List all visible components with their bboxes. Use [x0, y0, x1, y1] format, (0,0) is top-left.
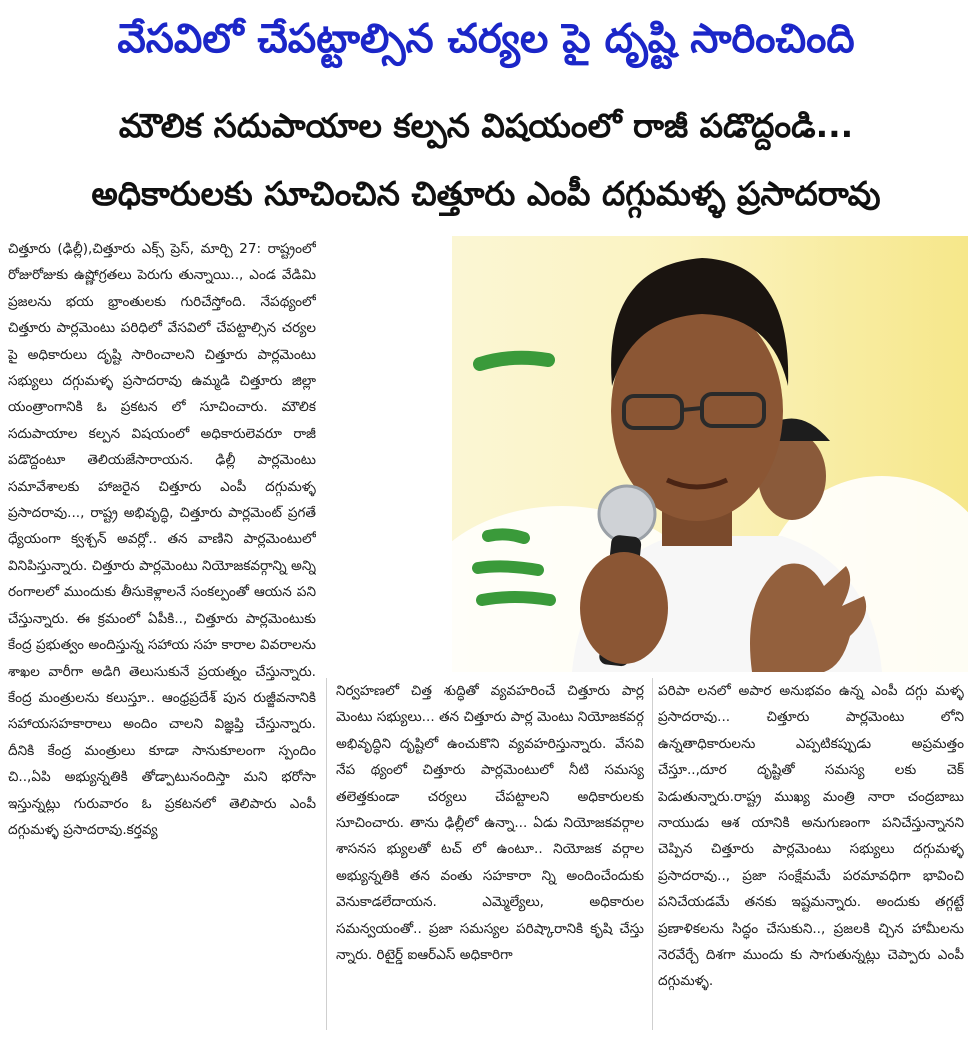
headline: వేసవిలో చేపట్టాల్సిన చర్యల పై దృష్టి సారించింది: [117, 16, 855, 62]
article-column-2: నిర్వహణలో చిత్త శుద్ధితో వ్యవహరించే చిత్తూరు పార్ల మెంటు సభ్యులు... తన చిత్తూరు పార్ల మెంటు నియోజకవర్గ అభివృద్ధిని దృష్టిలో ఉంచుకొని వ్యవహరిస్తున్నారు. వేసవి నేప థ్యంలో చిత్తూరు పార్లమెంటులో నీటి సమస్య తలెత్తకుండా చర్యలు చేపట్టాలని అధికారులకు సూచించారు. తాను ఢిల్లీలో ఉన్నా... ఏడు నియోజకవర్గాల శాసనస భ్యులతో టచ్ లో ఉంటూ.. నియోజక వర్గాల అభ్యున్నతికి తన వంతు సహకారా న్ని అందించేందుకు వెనుకాడలేదాయన. ఎమ్మెల్యేలు, అధికారుల సమన్వయంతో.. ప్రజా సమస్యల పరిష్కారానికి కృషి చేస్తు న్నారు. రిటైర్డ్ ఐఆర్ఎస్ అధికారిగా: [336, 683, 644, 964]
article-column-3: పరిపా లనలో అపార అనుభవం ఉన్న ఎంపీ దగ్గు మళ్ళ ప్రసాదరావు... చిత్తూరు పార్లమెంటు లోని ఉన్నతాధికారులను ఎప్పటికప్పుడు అప్రమత్తం చేస్తూ..,దూర దృష్టితో సమస్య లకు చెక్ పెడుతున్నారు.రాష్ట్ర ముఖ్య మంత్రి నారా చంద్రబాబు నాయుడు ఆశ యానికి అనుగుణంగా పనిచేస్తున్నానని చెప్పిన చిత్తూరు పార్లమెంటు సభ్యులు దగ్గుమళ్ళ ప్రసాదరావు.., ప్రజా సంక్షేమమే పరమావధిగా భావించి పనిచేయడమే తనకు ఇష్టమన్నారు. అందుకు తగ్గట్టే ప్రణాళికలను సిద్ధం చేసుకుని.., ప్రజలకి చ్చిన హామీలను నెరవేర్చే దిశగా ముందు కు సాగుతున్నట్లు చెప్పారు ఎంపీ దగ్గుమళ్ళ.: [658, 683, 964, 990]
column-divider: [652, 678, 653, 1030]
subheadline-1: మౌలిక సదుపాయాల కల్పన విషయంలో రాజీ పడొద్దండి...: [118, 106, 854, 145]
subheadline-2: అధికారులకు సూచించిన చిత్తూరు ఎంపీ దగ్గుమళ్ళ ప్రసాదరావు: [91, 174, 881, 213]
speaker-photo: [452, 236, 968, 672]
column-divider: [326, 678, 327, 1030]
article-column-1: చిత్తూరు (ఢిల్లీ),చిత్తూరు ఎక్స్ ప్రెస్, మార్చి 27: రాష్ట్రంలో రోజురోజుకు ఉష్ణోగ్రతలు పెరుగు తున్నాయి.., ఎండ వేడిమి ప్రజలను భయ భ్రాంతులకు గురిచేస్తోంది. నేపథ్యంలో చిత్తూరు పార్లమెంటు పరిధిలో వేసవిలో చేపట్టాల్సిన చర్యల పై అధికారులు దృష్టి సారించాలని చిత్తూరు పార్లమెంటు సభ్యులు దగ్గుమళ్ళ ప్రసాదరావు ఉమ్మడి చిత్తూరు జిల్లా యంత్రాంగానికి ఓ ప్రకటన లో సూచించారు. మౌలిక సదుపాయాల కల్పన విషయంలో అధికారులెవరూ రాజీ పడొద్దంటూ తెలియజేసారాయన. ఢిల్లీ పార్లమెంటు సమావేశాలకు హాజరైన చిత్తూరు ఎంపీ దగ్గుమళ్ళ ప్రసాదరావు..., రాష్ట్ర అభివృద్ధి, చిత్తూరు పార్లమెంట్ ప్రగతే ధ్యేయంగా క్వశ్చన్ అవర్లో.. తన వాణిని పార్లమెంటులో వినిపిస్తున్నారు. చిత్తూరు పార్లమెంటు నియోజకవర్గాన్ని అన్ని రంగాలలో ముందుకు తీసుకెళ్లాలనే సంకల్పంతో ఆయన పని చేస్తున్నారు. ఈ క్రమంలో ఏపీకి.., చిత్తూరు పార్లమెంటుకు కేంద్ర ప్రభుత్వం అందిస్తున్న సహాయ సహ కారాల వివరాలను శాఖల వారీగా అడిగి తెలుసుకునే ప్రయత్నం చేస్తున్నారు. కేంద్ర మంత్రులను కలుస్తూ.. ఆంధ్రప్రదేశ్ పున రుజ్జీవనానికి సహాయసహకారాలు అందిం చాలని విజ్ఞప్తి చేస్తున్నారు. దీనికి కేంద్ర మంత్రులు కూడా సానుకూలంగా స్పందిం చి..,ఏపి అభ్యున్నతికి తోడ్పాటునందిస్తా మని భరోసా ఇస్తున్నట్లు గురువారం ఓ ప్రకటనలో తెలిపారు ఎంపీ దగ్గుమళ్ళ ప్రసాదరావు.కర్తవ్య: [8, 241, 316, 838]
speaker-with-microphone-icon: [452, 236, 968, 672]
